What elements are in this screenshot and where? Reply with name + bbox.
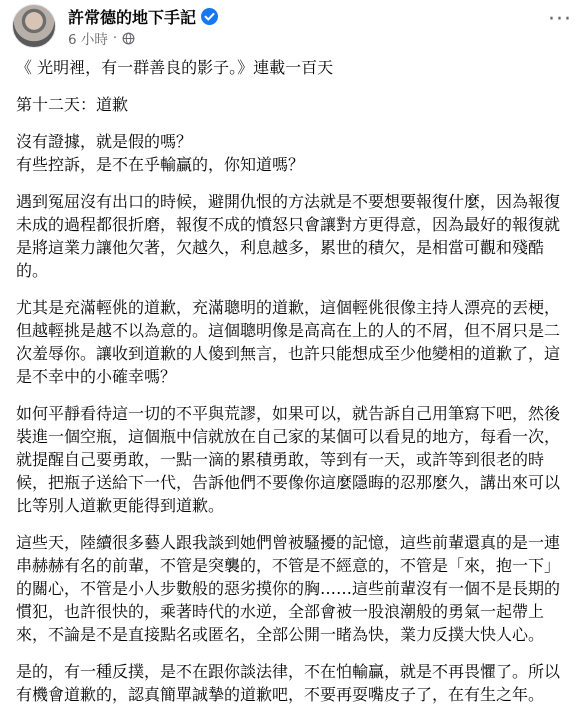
post-paragraph: 沒有證據，就是假的嗎？ 有些控訴，是不在乎輸贏的，你知道嗎？ [16,132,305,174]
post-paragraph: 遇到冤屈沒有出口的時候，避開仇恨的方法就是不要想要報復什麼，因為報復未成的過程都很折磨，報復不成的憤怒只會讓對方更得意，因為最好的報復就是將這業力讓他欠著，欠越久，利息越多，累世的積欠，是相當可觀和殘酷的。 [16,192,561,280]
globe-icon[interactable] [122,32,135,45]
post-meta [68,4,218,48]
post-paragraph: 如何平靜看待這一切的不平與荒謬，如果可以，就告訴自己用筆寫下吧，然後裝進一個空瓶，這個瓶中信就放在自己家的某個可以看見的地方，每看一次，就提醒自己要勇敢，一點一滴的累積勇敢，等到有一天，或許等到很老的時候，把瓶子送給下一代，告訴他們不要像你這麼隱晦的忍那麼久，講出來可以比等別人道歉更能得到道歉。 [16,404,561,515]
author-avatar[interactable] [12,4,56,48]
post-day-heading: 第十二天：道歉 [16,95,129,114]
author-name[interactable]: 許常德的地下手記 [68,7,197,27]
post-paragraph: 這些天，陸續很多藝人跟我談到她們曾被騷擾的記憶，這些前輩還真的是一連串赫赫有名的前輩，不管是突襲的，不管是不經意的，不管是「來，抱一下」的關心，不管是小人步數般的惡劣摸你的胸……這些前輩沒有一個不是長期的慣犯，也許很快的，乘著時代的水逆，全部會被一股浪潮般的勇氣一起帶上來，不論是不是直接點名或匿名，全部公開一睹為快，業力反撲大快人心。 [16,533,561,644]
post-body [16,56,570,720]
meta-separator: · [112,30,118,46]
post-subline [68,28,218,48]
post-paragraph: 尤其是充滿輕佻的道歉，充滿聰明的道歉，這個輕佻很像主持人漂亮的丟梗，但越輕挑是越不以為意的。這個聰明像是高高在上的人的不屑，但不屑只是二次羞辱你。讓收到道歉的人傻到無言，也許只能想成至少他變相的道歉了，這是不幸中的小確幸嗎？ [16,298,561,386]
author-row [68,4,218,28]
post-header [12,4,218,48]
more-options-icon[interactable]: ··· [548,7,572,32]
post-title: 《 光明裡，有一群善良的影子。》連載一百天 [16,58,334,77]
verified-badge-icon [201,8,218,25]
post-paragraph: 是的，有一種反撲，是不在跟你談法律，不在怕輸贏，就是不再畏懼了。所以有機會道歉的，認真簡單誠摯的道歉吧，不要再耍嘴皮子了，在有生之年。 [16,662,561,704]
post-timestamp[interactable]: 6 小時 [68,32,108,48]
